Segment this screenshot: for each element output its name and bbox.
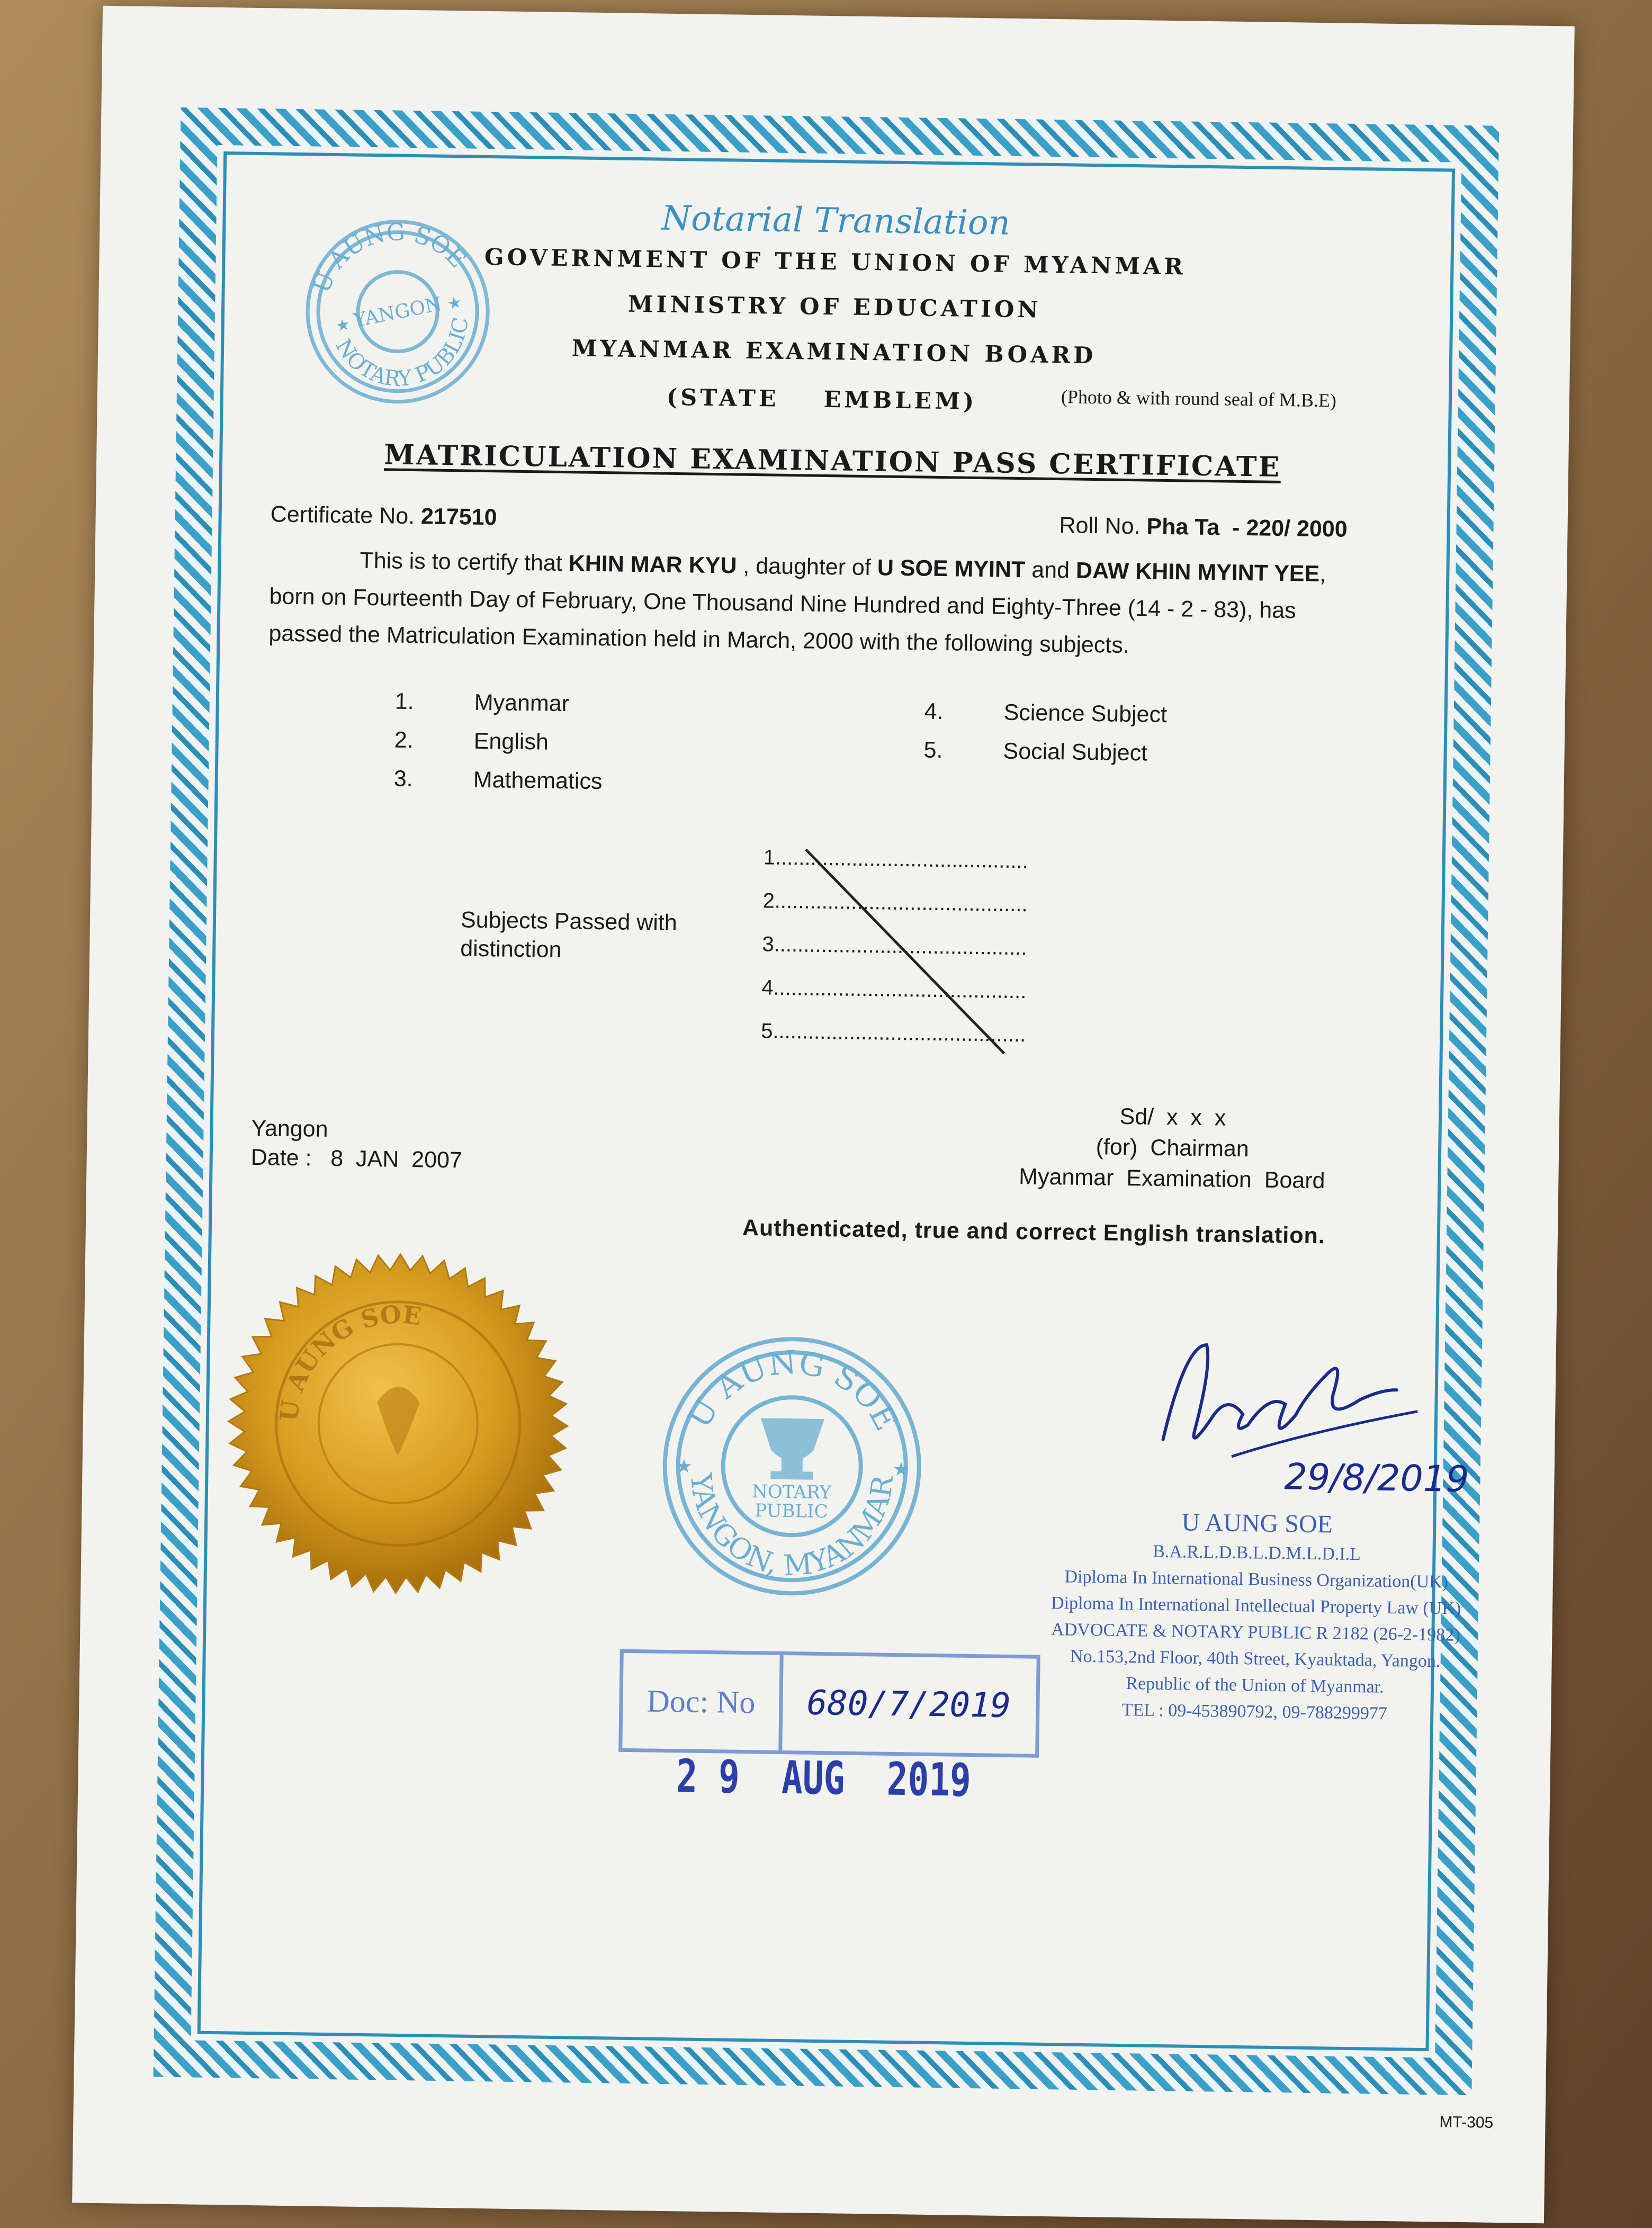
subject-5-name: Social Subject bbox=[1003, 738, 1148, 766]
star-icon: ★ bbox=[334, 315, 352, 336]
notary-signature bbox=[1152, 1334, 1483, 1519]
stamp-center-text: YANGON bbox=[352, 293, 444, 332]
distinction-label bbox=[460, 905, 677, 966]
date-value: 8 JAN 2007 bbox=[330, 1146, 463, 1173]
round-stamp-bottom-text: YANGON, MYANMAR bbox=[684, 1472, 900, 1583]
header-ministry: MINISTRY OF EDUCATION bbox=[627, 291, 1042, 324]
round-stamp-top-text: U AUNG SOE bbox=[680, 1343, 905, 1437]
round-stamp-notary: NOTARY bbox=[751, 1481, 832, 1504]
distinction-label-line2: distinction bbox=[460, 936, 562, 963]
date-stamp: 2 9 AUG 2019 bbox=[676, 1749, 972, 1807]
subject-2-name: English bbox=[473, 728, 549, 755]
signature-sd: Sd/ x x x bbox=[1119, 1103, 1226, 1131]
distinction-line: 1........................................... bbox=[763, 846, 1029, 873]
distinction-line: 4........................................... bbox=[761, 976, 1027, 1003]
doc-number-label: Doc: No bbox=[622, 1653, 783, 1750]
state-emblem-label: (STATE EMBLEM) bbox=[666, 384, 977, 415]
distinction-strike-line bbox=[797, 847, 1023, 1062]
distinction-line: 2........................................... bbox=[762, 889, 1028, 917]
father-name: U SOE MYINT bbox=[877, 555, 1026, 583]
distinction-line: 3........................................... bbox=[762, 932, 1027, 960]
cup-emblem-icon bbox=[760, 1418, 824, 1480]
subject-5-number: 5. bbox=[923, 737, 943, 763]
notary-license: ADVOCATE & NOTARY PUBLIC R 2182 (26-2-1982) bbox=[1051, 1620, 1460, 1645]
authenticated-statement: Authenticated, true and correct English translation. bbox=[742, 1215, 1326, 1249]
exam-board-signatory: Myanmar Examination Board bbox=[1018, 1164, 1325, 1194]
notary-country: Republic of the Union of Myanmar. bbox=[1126, 1674, 1384, 1697]
subject-4-number: 4. bbox=[924, 698, 944, 725]
notary-diploma-1: Diploma In International Business Organization(UK) bbox=[1064, 1567, 1449, 1592]
doc-number-value: 680/7/2019 bbox=[806, 1683, 1011, 1726]
notary-degrees: B.A.R.L.D.B.L.D.M.L.D.I.L bbox=[1152, 1541, 1361, 1565]
notary-round-stamp bbox=[652, 1327, 931, 1606]
daughter-of-text: , daughter of bbox=[743, 553, 872, 581]
gold-embossed-seal bbox=[216, 1241, 580, 1606]
certify-text: This is to certify that bbox=[360, 547, 563, 577]
subject-1-number: 1. bbox=[394, 688, 415, 715]
subject-4-name: Science Subject bbox=[1003, 699, 1168, 727]
subject-3-name: Mathematics bbox=[473, 767, 603, 795]
certificate-number bbox=[270, 498, 497, 534]
distinction-label-line1: Subjects Passed with bbox=[460, 907, 678, 936]
header-government: GOVERNMENT OF THE UNION OF MYANMAR bbox=[484, 244, 1187, 281]
form-code: MT-305 bbox=[1439, 2113, 1494, 2132]
notary-name: U AUNG SOE bbox=[1181, 1508, 1333, 1539]
student-name: KHIN MAR KYU bbox=[568, 551, 737, 579]
notary-phone: TEL : 09-453890792, 09-788299977 bbox=[1121, 1700, 1388, 1723]
star-icon: ★ bbox=[445, 293, 464, 314]
round-stamp-public: PUBLIC bbox=[755, 1500, 828, 1523]
roll-number bbox=[1059, 509, 1348, 546]
star-icon: ★ bbox=[892, 1458, 910, 1481]
certificate-number-value: 217510 bbox=[420, 504, 497, 531]
subject-2-number: 2. bbox=[394, 727, 414, 753]
certificate-paper bbox=[72, 6, 1575, 2223]
certify-paragraph-line3: passed the Matriculation Examination held in March, 2000 with the following subjects. bbox=[268, 621, 1130, 658]
signature-date: 29/8/2019 bbox=[1283, 1456, 1469, 1501]
certificate-title: MATRICULATION EXAMINATION PASS CERTIFICATE bbox=[383, 438, 1281, 483]
roll-number-label: Roll No. bbox=[1059, 513, 1141, 540]
place-yangon: Yangon bbox=[251, 1115, 328, 1142]
notary-credentials bbox=[937, 1503, 1575, 1730]
header-board: MYANMAR EXAMINATION BOARD bbox=[571, 335, 1097, 370]
distinction-line: 5........................................... bbox=[760, 1019, 1026, 1047]
notarial-translation-title: Notarial Translation bbox=[661, 199, 1011, 243]
stamp-ring-top-text: U AUNG SOE bbox=[308, 219, 471, 297]
certify-paragraph-line2: born on Fourteenth Day of February, One Thousand Nine Hundred and Eighty-Three (14 - 2 - 83), has bbox=[269, 583, 1296, 624]
notary-address: No.153,2nd Floor, 40th Street, Kyauktada, Yangon. bbox=[1070, 1646, 1441, 1672]
and-text: and bbox=[1031, 557, 1070, 583]
photo-seal-note: (Photo & with round seal of M.B.E) bbox=[1061, 386, 1337, 411]
mother-name: DAW KHIN MYINT YEE bbox=[1075, 558, 1320, 587]
issue-date bbox=[250, 1141, 462, 1177]
gold-seal-text: U AUNG SOE bbox=[274, 1300, 424, 1423]
notary-diploma-2: Diploma In International Intellectual Property Law (UK) bbox=[1051, 1593, 1461, 1619]
certificate-number-label: Certificate No. bbox=[270, 501, 415, 529]
stamp-ring-bottom-text: NOTARY PUBLIC bbox=[330, 316, 473, 392]
date-label: Date : bbox=[250, 1144, 312, 1171]
star-icon: ★ bbox=[675, 1456, 693, 1478]
subject-3-number: 3. bbox=[393, 766, 413, 792]
roll-number-value: Pha Ta - 220/ 2000 bbox=[1146, 514, 1348, 542]
subject-1-name: Myanmar bbox=[474, 689, 570, 717]
for-chairman: (for) Chairman bbox=[1096, 1134, 1250, 1162]
comma-text: , bbox=[1319, 561, 1326, 587]
